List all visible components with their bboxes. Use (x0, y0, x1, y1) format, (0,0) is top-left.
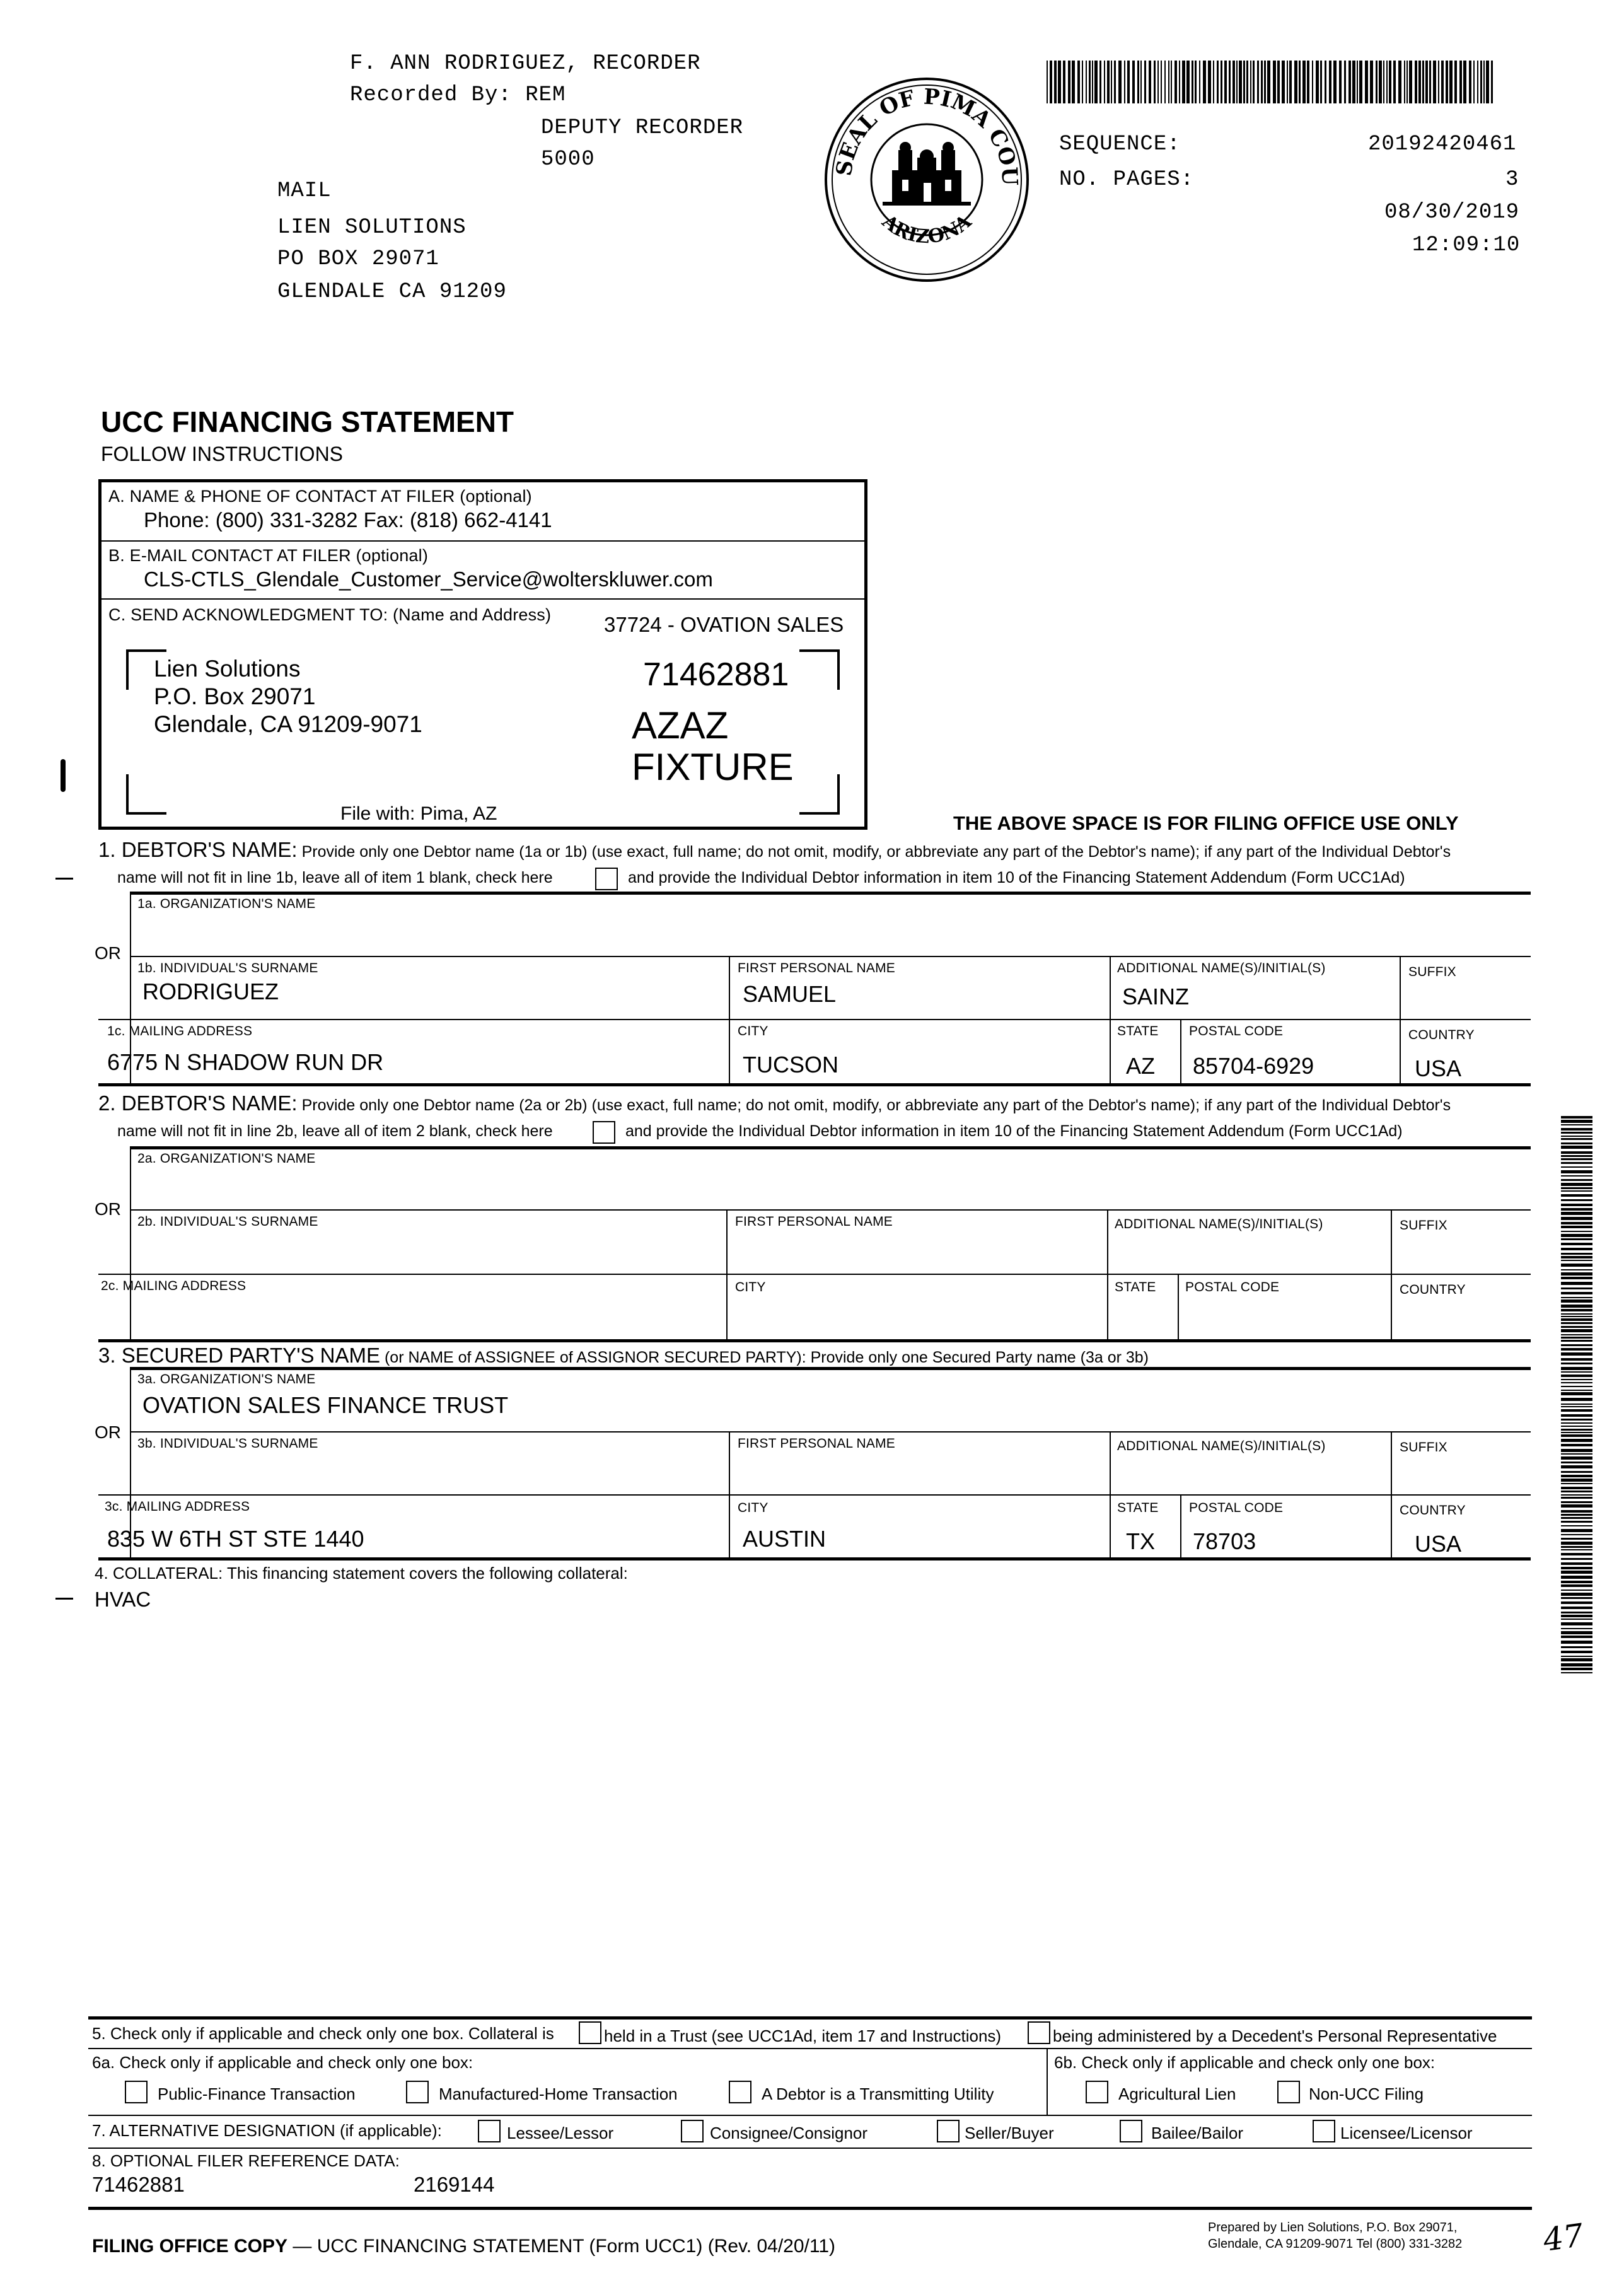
secured-org-name: OVATION SALES FINANCE TRUST (142, 1392, 509, 1418)
licensee-licensor-checkbox[interactable] (1313, 2120, 1335, 2142)
debtor1-city: TUCSON (743, 1052, 838, 1078)
debtor1-country-label: COUNTRY (1408, 1028, 1475, 1042)
mail-label: MAIL (277, 179, 332, 203)
debtor1-country: USA (1415, 1055, 1462, 1081)
debtor1-state-label: STATE (1117, 1024, 1159, 1038)
debtor1-instructions: 1. DEBTOR'S NAME: Provide only one Debtor name (1a or 1b) (use exact, full name; do not omit, modify, or abbreviate any part of the Debtor's name); if any part of the Individual Debtor's (98, 838, 1451, 861)
ack-code-1: AZAZ (632, 704, 729, 747)
bracket-br (799, 774, 840, 815)
bailee-bailor-label: Bailee/Bailor (1151, 2124, 1243, 2142)
recorder-name: F. ANN RODRIGUEZ, RECORDER (350, 52, 701, 76)
secured-surname-label: 3b. INDIVIDUAL'S SURNAME (137, 1436, 318, 1451)
debtor1-first-name: SAMUEL (743, 981, 837, 1007)
page-mark: 47 (1541, 2216, 1586, 2259)
secured-address: 835 W 6TH ST STE 1440 (107, 1526, 364, 1552)
prepared-by-2: Glendale, CA 91209-9071 Tel (800) 331-3282 (1208, 2237, 1463, 2251)
ack-line-3: Glendale, CA 91209-9071 (154, 711, 422, 737)
secured-state-label: STATE (1117, 1501, 1159, 1515)
contact-label: A. NAME & PHONE OF CONTACT AT FILER (optional) (108, 487, 532, 506)
margin-tick (55, 878, 73, 880)
debtor2-surname-label: 2b. INDIVIDUAL'S SURNAME (137, 1214, 318, 1229)
transmitting-utility-label: A Debtor is a Transmitting Utility (762, 2084, 994, 2103)
recorder-title: DEPUTY RECORDER (541, 116, 744, 140)
debtor2-addl-label: ADDITIONAL NAME(S)/INITIAL(S) (1115, 1217, 1323, 1231)
agricultural-lien-checkbox[interactable] (1086, 2081, 1108, 2103)
secured-city: AUSTIN (743, 1526, 826, 1552)
secured-state: TX (1126, 1528, 1156, 1554)
item6a-label: 6a. Check only if applicable and check only one box: (92, 2053, 473, 2072)
email-label: B. E-MAIL CONTACT AT FILER (optional) (108, 546, 429, 565)
agricultural-lien-label: Agricultural Lien (1118, 2084, 1236, 2103)
debtor2-postal-label: POSTAL CODE (1185, 1280, 1280, 1294)
recording-date: 08/30/2019 (1384, 201, 1520, 224)
filing-office-note: THE ABOVE SPACE IS FOR FILING OFFICE USE ONLY (953, 812, 1459, 834)
debtor1-org-label: 1a. ORGANIZATION'S NAME (137, 897, 316, 911)
filer-ref-2: 2169144 (414, 2173, 495, 2196)
seal-bottom-text: ARIZONA (878, 210, 976, 248)
public-finance-checkbox[interactable] (125, 2081, 148, 2103)
consignee-consignor-label: Consignee/Consignor (710, 2124, 868, 2142)
form-subtitle: FOLLOW INSTRUCTIONS (101, 443, 344, 465)
debtor2-first-label: FIRST PERSONAL NAME (735, 1214, 893, 1229)
debtor1-suffix-label: SUFFIX (1408, 965, 1456, 979)
mail-line-2: PO BOX 29071 (277, 247, 439, 271)
ack-code-2: FIXTURE (632, 746, 794, 788)
secured-country-label: COUNTRY (1400, 1503, 1466, 1518)
debtor1-surname: RODRIGUEZ (142, 979, 279, 1004)
debtor1-addendum-checkbox[interactable] (595, 868, 618, 890)
debtor2-city-label: CITY (735, 1280, 766, 1294)
debtor1-postal: 85704-6929 (1193, 1053, 1314, 1079)
debtor1-additional-name: SAINZ (1122, 984, 1190, 1009)
secured-suffix-label: SUFFIX (1400, 1440, 1447, 1455)
debtor2-country-label: COUNTRY (1400, 1282, 1466, 1297)
debtor2-instr-line2a: name will not fit in line 2b, leave all of item 2 blank, check here (117, 1122, 553, 1140)
pages-label: NO. PAGES: (1059, 168, 1195, 192)
sequence-label: SEQUENCE: (1059, 132, 1181, 156)
debtor1-or: OR (95, 943, 121, 963)
debtor1-city-label: CITY (738, 1024, 768, 1038)
filer-ref-1: 71462881 (92, 2173, 185, 2196)
secured-city-label: CITY (738, 1501, 768, 1515)
debtor2-addendum-checkbox[interactable] (593, 1121, 615, 1144)
secured-first-label: FIRST PERSONAL NAME (738, 1436, 896, 1451)
recording-time: 12:09:10 (1412, 233, 1521, 257)
bracket-tr (799, 649, 840, 690)
consignee-consignor-checkbox[interactable] (681, 2120, 704, 2142)
seller-buyer-checkbox[interactable] (937, 2120, 960, 2142)
side-barcode (1561, 1116, 1592, 1677)
public-finance-label: Public-Finance Transaction (158, 2084, 356, 2103)
collateral-heading: 4. COLLATERAL: This financing statement covers the following collateral: (95, 1564, 628, 1583)
secured-org-label: 3a. ORGANIZATION'S NAME (137, 1372, 316, 1386)
pages-value: 3 (1505, 168, 1519, 192)
debtor2-suffix-label: SUFFIX (1400, 1218, 1447, 1233)
file-with: File with: Pima, AZ (340, 803, 497, 824)
secured-addl-label: ADDITIONAL NAME(S)/INITIAL(S) (1117, 1439, 1326, 1453)
item5-trust-checkbox[interactable] (579, 2021, 601, 2044)
item5-decedent-label: being administered by a Decedent's Personal Representative (1053, 2026, 1497, 2045)
debtor1-address: 6775 N SHADOW RUN DR (107, 1049, 384, 1075)
debtor1-first-label: FIRST PERSONAL NAME (738, 961, 896, 975)
manufactured-home-label: Manufactured-Home Transaction (439, 2084, 678, 2103)
secured-postal-label: POSTAL CODE (1189, 1501, 1284, 1515)
margin-tick (55, 1598, 73, 1600)
ack-reference: 37724 - OVATION SALES (604, 613, 844, 636)
ack-line-2: P.O. Box 29071 (154, 683, 316, 709)
secured-postal: 78703 (1193, 1528, 1256, 1554)
form-title: UCC FINANCING STATEMENT (101, 405, 514, 438)
recorded-by: Recorded By: REM (350, 83, 566, 107)
contact-value: Phone: (800) 331-3282 Fax: (818) 662-4141 (144, 508, 552, 532)
debtor2-instr-line2b: and provide the Individual Debtor information in item 10 of the Financing Statement Addendum (Form UCC1Ad) (625, 1122, 1403, 1140)
item5-label: 5. Check only if applicable and check only one box. Collateral is (92, 2024, 554, 2043)
barcode (1047, 61, 1494, 103)
debtor1-instr-line2a: name will not fit in line 1b, leave all of item 1 blank, check here (117, 869, 553, 886)
seller-buyer-label: Seller/Buyer (965, 2124, 1054, 2142)
footer-form-line: FILING OFFICE COPY — UCC FINANCING STATEMENT (Form UCC1) (Rev. 04/20/11) (92, 2236, 836, 2257)
email-value: CLS-CTLS_Glendale_Customer_Service@wolterskluwer.com (144, 567, 713, 591)
seal-top-text: SEAL OF PIMA COU (831, 84, 1023, 187)
debtor2-instructions: 2. DEBTOR'S NAME: Provide only one Debtor name (2a or 2b) (use exact, full name; do not omit, modify, or abbreviate any part of the Debtor's name); if any part of the Individual Debtor's (98, 1091, 1451, 1115)
item8-label: 8. OPTIONAL FILER REFERENCE DATA: (92, 2151, 400, 2170)
secured-country: USA (1415, 1531, 1462, 1557)
debtor2-mail-label: 2c. MAILING ADDRESS (101, 1279, 246, 1293)
secured-mail-label: 3c. MAILING ADDRESS (105, 1499, 250, 1514)
debtor1-state: AZ (1126, 1053, 1156, 1079)
debtor1-postal-label: POSTAL CODE (1189, 1024, 1284, 1038)
sequence-value: 20192420461 (1368, 132, 1517, 156)
debtor1-mail-label: 1c. MAILING ADDRESS (107, 1024, 253, 1038)
non-ucc-label: Non-UCC Filing (1309, 2084, 1424, 2103)
transmitting-utility-checkbox[interactable] (729, 2081, 751, 2103)
lessee-lessor-label: Lessee/Lessor (507, 2124, 614, 2142)
non-ucc-checkbox[interactable] (1277, 2081, 1300, 2103)
item6b-label: 6b. Check only if applicable and check only one box: (1054, 2053, 1436, 2072)
mail-line-1: LIEN SOLUTIONS (277, 216, 467, 240)
collateral-value: HVAC (95, 1588, 151, 1611)
ack-number: 71462881 (643, 656, 789, 693)
bracket-bl (126, 774, 166, 815)
bailee-bailor-checkbox[interactable] (1120, 2120, 1142, 2142)
debtor2-state-label: STATE (1115, 1280, 1156, 1294)
mail-line-3: GLENDALE CA 91209 (277, 280, 507, 304)
item5-decedent-checkbox[interactable] (1028, 2021, 1050, 2044)
manufactured-home-checkbox[interactable] (406, 2081, 429, 2103)
county-seal (823, 76, 1031, 284)
ack-line-1: Lien Solutions (154, 656, 301, 682)
prepared-by-1: Prepared by Lien Solutions, P.O. Box 29071, (1208, 2221, 1458, 2235)
debtor2-org-label: 2a. ORGANIZATION'S NAME (137, 1151, 316, 1166)
item7-label: 7. ALTERNATIVE DESIGNATION (if applicable): (92, 2121, 442, 2140)
recorder-number: 5000 (541, 148, 595, 171)
lessee-lessor-checkbox[interactable] (478, 2120, 501, 2142)
debtor1-addl-label: ADDITIONAL NAME(S)/INITIAL(S) (1117, 961, 1326, 975)
ack-label: C. SEND ACKNOWLEDGMENT TO: (Name and Address) (108, 605, 552, 624)
secured-party-heading: 3. SECURED PARTY'S NAME (or NAME of ASSIGNEE of ASSIGNOR SECURED PARTY): Provide only one Secured Party name (3a or 3b) (98, 1344, 1149, 1367)
debtor1-surname-label: 1b. INDIVIDUAL'S SURNAME (137, 961, 318, 975)
margin-mark (61, 759, 66, 792)
licensee-licensor-label: Licensee/Licensor (1340, 2124, 1473, 2142)
debtor1-instr-line2b: and provide the Individual Debtor information in item 10 of the Financing Statement Addendum (Form UCC1Ad) (628, 869, 1405, 886)
secured-or: OR (95, 1422, 121, 1442)
debtor2-or: OR (95, 1199, 121, 1219)
item5-trust-label: held in a Trust (see UCC1Ad, item 17 and Instructions) (604, 2026, 1002, 2045)
